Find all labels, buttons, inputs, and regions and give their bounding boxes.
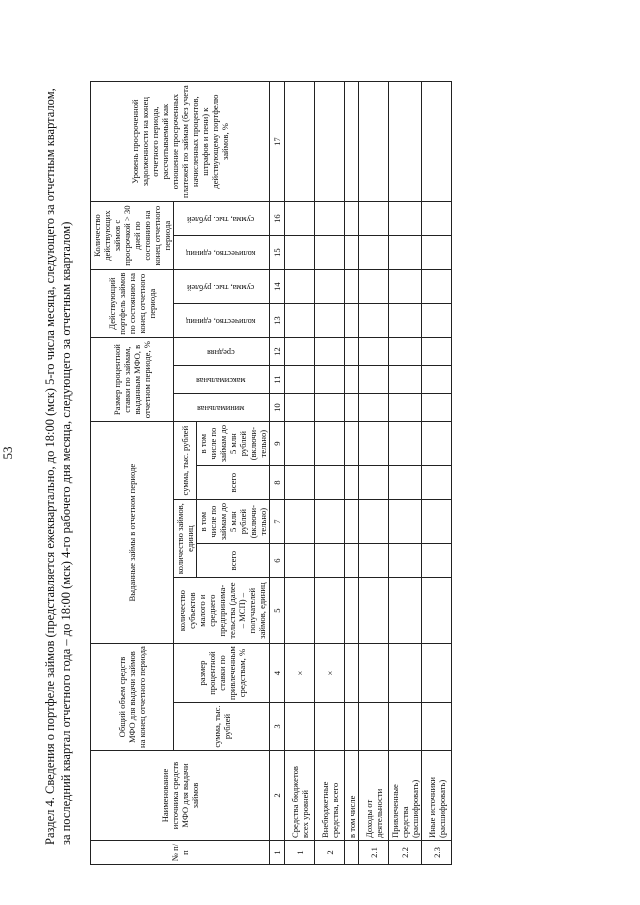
row-source-name: Привлеченные средства (расшифровать) xyxy=(389,751,422,841)
row-empty-cell xyxy=(285,544,315,578)
row-empty-cell xyxy=(345,394,359,422)
row-empty-cell xyxy=(345,82,359,202)
row-empty-cell xyxy=(285,304,315,338)
row-empty-cell xyxy=(285,366,315,394)
row-empty-cell xyxy=(345,338,359,366)
column-number: 7 xyxy=(270,500,285,544)
row-empty-cell xyxy=(345,500,359,544)
row-rate-cell xyxy=(389,644,422,703)
row-empty-cell xyxy=(359,236,389,270)
header-issued-group: Выданные займы в отчетном периоде xyxy=(91,422,174,644)
row-source-name: Иные источники (расшифровать) xyxy=(422,751,452,841)
table-row xyxy=(285,82,315,865)
row-empty-cell xyxy=(359,270,389,304)
row-empty-cell xyxy=(359,394,389,422)
row-empty-cell xyxy=(359,304,389,338)
title-line-2: за последний квартал отчетного года – до 18:00 (мск) 4-го рабочего дня месяца, следующего за отчетным кварталом) xyxy=(59,221,73,845)
row-empty-cell xyxy=(359,703,389,751)
header-overdue-level: Уровень просроченной задолженности на конец отчетного периода, рассчитываемый как отношение просроченных платежей по займам (без учета начисленных процентов, штрафов и пени) к действующему портфелю займов, % xyxy=(91,82,270,202)
table-row xyxy=(345,82,359,865)
row-source-name: в том числе xyxy=(345,751,359,841)
row-empty-cell xyxy=(359,366,389,394)
header-loan-qty: количество займов, единиц xyxy=(174,500,197,578)
row-empty-cell xyxy=(422,270,452,304)
row-empty-cell xyxy=(345,304,359,338)
row-source-name: Внебюджетные средства, всего xyxy=(315,751,345,841)
table-row xyxy=(315,82,345,865)
row-empty-cell xyxy=(389,236,422,270)
row-empty-cell xyxy=(315,578,345,644)
row-empty-cell xyxy=(422,304,452,338)
row-empty-cell xyxy=(422,366,452,394)
row-number: 2.1 xyxy=(359,841,389,865)
column-number: 14 xyxy=(270,270,285,304)
row-empty-cell xyxy=(389,202,422,236)
row-empty-cell xyxy=(389,544,422,578)
row-empty-cell xyxy=(359,544,389,578)
section-title xyxy=(42,45,74,845)
row-empty-cell xyxy=(389,703,422,751)
header-loan-sum: сумма, тыс. рублей xyxy=(174,422,197,500)
table-row xyxy=(359,82,389,865)
header-portfolio-qty: количество, единиц xyxy=(174,304,270,338)
column-number: 8 xyxy=(270,466,285,500)
row-empty-cell xyxy=(359,422,389,466)
header-source: Наименование источника средств МФО для выдачи займов xyxy=(91,751,270,841)
row-number: 1 xyxy=(285,841,315,865)
row-empty-cell xyxy=(315,202,345,236)
loan-portfolio-table xyxy=(90,81,452,865)
row-empty-cell xyxy=(345,703,359,751)
column-number: 17 xyxy=(270,82,285,202)
row-rate-cell: × xyxy=(315,644,345,703)
table-row xyxy=(389,82,422,865)
row-empty-cell xyxy=(359,578,389,644)
row-empty-cell xyxy=(345,544,359,578)
page-number: 53 xyxy=(0,446,15,460)
header-portfolio-sum: сумма, тыс. рублей xyxy=(174,270,270,304)
row-empty-cell xyxy=(285,82,315,202)
row-empty-cell xyxy=(285,422,315,466)
row-empty-cell xyxy=(422,544,452,578)
row-empty-cell xyxy=(315,236,345,270)
row-rate-cell xyxy=(422,644,452,703)
header-total-group: Общий объем средств МФО для выдачи займов на конец отчетного периода xyxy=(91,644,174,751)
row-empty-cell xyxy=(345,270,359,304)
column-number: 11 xyxy=(270,366,285,394)
row-source-name: Средства бюджетов всех уровней xyxy=(285,751,315,841)
row-empty-cell xyxy=(285,394,315,422)
row-empty-cell xyxy=(315,338,345,366)
row-empty-cell xyxy=(345,578,359,644)
row-empty-cell xyxy=(285,338,315,366)
row-number: 2.2 xyxy=(389,841,422,865)
row-empty-cell xyxy=(389,338,422,366)
row-empty-cell xyxy=(389,304,422,338)
header-overdue-group: Количество действующих займов с просрочкой > 30 дней по состоянию на конец отчетного периода xyxy=(91,202,174,270)
row-empty-cell xyxy=(422,500,452,544)
row-empty-cell xyxy=(389,270,422,304)
row-empty-cell xyxy=(389,394,422,422)
row-empty-cell xyxy=(285,703,315,751)
row-empty-cell xyxy=(389,366,422,394)
row-empty-cell xyxy=(315,544,345,578)
row-rate-cell xyxy=(359,644,389,703)
row-number: 2.3 xyxy=(422,841,452,865)
row-empty-cell xyxy=(389,578,422,644)
header-overdue-sum: сумма, тыс. рублей xyxy=(174,202,270,236)
row-empty-cell xyxy=(422,236,452,270)
row-empty-cell xyxy=(422,202,452,236)
row-rate-cell xyxy=(345,644,359,703)
header-rate-attracted: размер процентной ставки по привлеченным средствам, % xyxy=(174,644,270,703)
row-empty-cell xyxy=(359,500,389,544)
row-empty-cell xyxy=(285,466,315,500)
header-row-1 xyxy=(91,82,174,865)
header-rate-avg: средняя xyxy=(174,338,270,366)
header-rate-group: Размер процентной ставки по займам, выданным МФО, в отчетном периоде, % xyxy=(91,338,174,422)
column-number: 3 xyxy=(270,703,285,751)
header-sum: сумма, тыс. рублей xyxy=(174,703,270,751)
row-empty-cell xyxy=(315,422,345,466)
row-empty-cell xyxy=(315,270,345,304)
header-overdue-qty: количество, единиц xyxy=(174,236,270,270)
column-number: 5 xyxy=(270,578,285,644)
row-empty-cell xyxy=(389,422,422,466)
header-rate-max: максимальная xyxy=(174,366,270,394)
row-empty-cell xyxy=(315,394,345,422)
row-empty-cell xyxy=(345,466,359,500)
column-number: 12 xyxy=(270,338,285,366)
header-sum-incl: в том числе по займам до 5 млн рублей (включи-тельно) xyxy=(197,422,270,466)
row-empty-cell xyxy=(422,466,452,500)
row-empty-cell xyxy=(315,82,345,202)
row-empty-cell xyxy=(389,82,422,202)
row-empty-cell xyxy=(359,202,389,236)
row-empty-cell xyxy=(359,82,389,202)
row-empty-cell xyxy=(345,202,359,236)
column-number: 15 xyxy=(270,236,285,270)
column-number: 4 xyxy=(270,644,285,703)
row-empty-cell xyxy=(345,422,359,466)
column-number: 9 xyxy=(270,422,285,466)
row-source-name: Доходы от деятельности xyxy=(359,751,389,841)
row-empty-cell xyxy=(422,703,452,751)
row-empty-cell xyxy=(285,500,315,544)
title-line-1: Раздел 4. Сведения о портфеле займов (представляется ежеквартально, до 18:00 (мск) 5-го числа месяца, следующего за отчетным кварталом, xyxy=(43,88,57,845)
row-empty-cell xyxy=(285,578,315,644)
table-row xyxy=(422,82,452,865)
row-empty-cell xyxy=(315,366,345,394)
header-portfolio-group: Действующий портфель займов по состоянию на конец отчетного периода xyxy=(91,270,174,338)
row-rate-cell: × xyxy=(285,644,315,703)
header-qty-incl: в том числе по займам до 5 млн рублей (включи-тельно) xyxy=(197,500,270,544)
column-number: 13 xyxy=(270,304,285,338)
row-empty-cell xyxy=(422,338,452,366)
row-empty-cell xyxy=(422,578,452,644)
column-number: 10 xyxy=(270,394,285,422)
row-empty-cell xyxy=(285,270,315,304)
row-number xyxy=(345,841,359,865)
header-msp-count: количество субъектов малого и среднего предпринима-тельства (далее – МСП) – получателей займов, единиц xyxy=(174,578,270,644)
column-number: 1 xyxy=(270,841,285,865)
row-empty-cell xyxy=(315,466,345,500)
row-empty-cell xyxy=(315,304,345,338)
header-rate-min: минимальная xyxy=(174,394,270,422)
row-empty-cell xyxy=(422,82,452,202)
row-number: 2 xyxy=(315,841,345,865)
header-qty-total: всего xyxy=(197,544,270,578)
row-empty-cell xyxy=(422,394,452,422)
row-empty-cell xyxy=(359,466,389,500)
header-num: № п/п xyxy=(91,841,270,865)
row-empty-cell xyxy=(345,236,359,270)
table-body xyxy=(285,82,452,865)
row-empty-cell xyxy=(389,466,422,500)
row-empty-cell xyxy=(315,500,345,544)
row-empty-cell xyxy=(422,422,452,466)
row-empty-cell xyxy=(359,338,389,366)
column-number: 16 xyxy=(270,202,285,236)
column-number: 6 xyxy=(270,544,285,578)
row-empty-cell xyxy=(285,236,315,270)
row-empty-cell xyxy=(315,703,345,751)
column-numbers-row xyxy=(270,82,285,865)
header-sum-total: всего xyxy=(197,466,270,500)
column-number: 2 xyxy=(270,751,285,841)
row-empty-cell xyxy=(389,500,422,544)
row-empty-cell xyxy=(345,366,359,394)
row-empty-cell xyxy=(285,202,315,236)
